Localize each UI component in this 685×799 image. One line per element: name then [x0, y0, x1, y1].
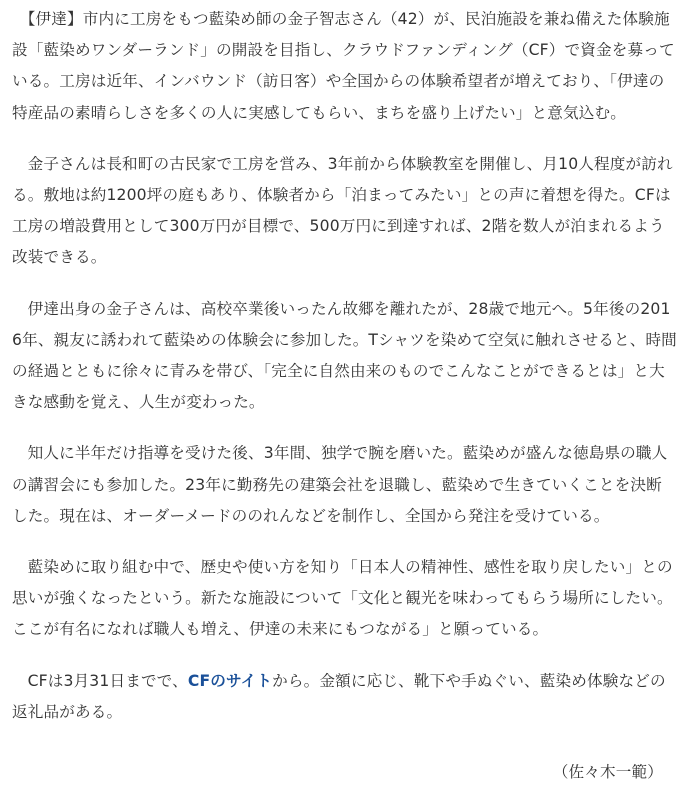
article-paragraph-4: 知人に半年だけ指導を受けた後、3年間、独学で腕を磨いた。藍染めが盛んな徳島県の職人の講習会にも参加した。23年に勤務先の建築会社を退職し、藍染めで生きていくことを決断した。現在は、オーダーメードののれんなどを制作し、全国から発注を受けている。 — [12, 444, 668, 525]
article-paragraph-1: 【伊達】市内に工房をもつ藍染め師の金子智志さん（42）が、民泊施設を兼ね備えた体験施設「藍染めワンダーランド」の開設を目指し、クラウドファンディング（CF）で資金を募っている。工房は近年、インバウンド（訪日客）や全国からの体験希望者が増えており、「伊達の特産品の素晴らしさを多くの人に実感してもらい、まちを盛り上げたい」と意気込む。 — [12, 10, 675, 122]
paragraph-6-tail-text: から。金額に応じ、靴下や手ぬぐい、藍染め体験などの返礼品がある。 — [12, 671, 666, 721]
paragraph-6-lead-text: CFは3月31日までで、 — [27, 671, 188, 690]
byline: （佐々木一範） — [552, 763, 663, 781]
article-paragraph-2: 金子さんは長和町の古民家で工房を営み、3年前から体験教室を開催し、月10人程度が訪れる。敷地は約1200坪の庭もあり、体験者から「泊まってみたい」との声に着想を得た。CFは工房の増設費用として300万円が目標で、500万円に到達すれば、2階を数人が泊まれるよう改装できる。 — [12, 154, 673, 267]
article-paragraph-3: 伊達出身の金子さんは、高校卒業後いったん故郷を離れたが、28歳で地元へ。5年後の2016年、親友に誘われて藍染めの体験会に参加した。Tシャツを染めて空気に触れさせると、時間の経過とともに徐々に青みを帯び、「完全に自然由来のものでこんなことができるとは」と大きな感動を覚え、人生が変わった。 — [12, 299, 677, 412]
article-paragraph-6 — [12, 666, 677, 728]
article-body — [12, 4, 677, 748]
cf-site-link[interactable]: CFのサイト — [187, 671, 273, 690]
article-paragraph-5: 藍染めに取り組む中で、歴史や使い方を知り「日本人の精神性、感性を取り戻したい」との思いが強くなったという。新たな施設について「文化と観光を味わってもらう場所にしたい。ここが有名になれば職人も増え、伊達の未来にもつながる」と願っている。 — [12, 558, 673, 639]
